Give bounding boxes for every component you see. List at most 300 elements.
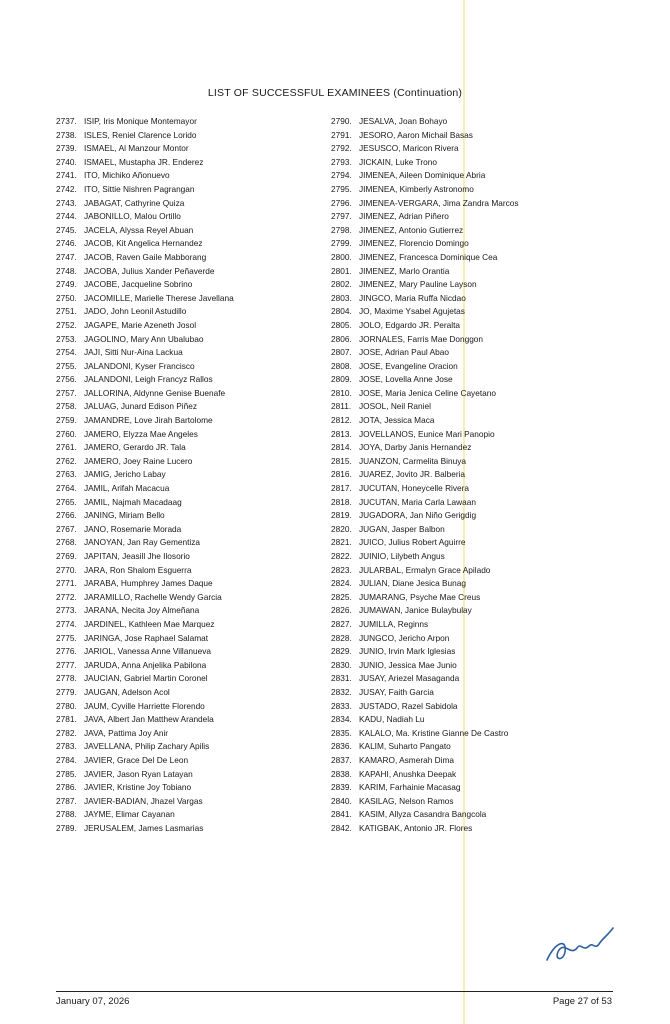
examinee-row xyxy=(56,618,234,632)
examinee-name: JACELA, Alyssa Reyel Abuan xyxy=(84,224,194,235)
examinee-name: KAPAHI, Anushka Deepak xyxy=(359,768,457,779)
examinee-name: JESUSCO, Maricon Rivera xyxy=(359,143,459,154)
examinee-number: 2782. xyxy=(56,727,77,738)
examinee-number: 2805. xyxy=(331,319,352,330)
examinee-name: JALANDONI, Leigh Francyz Rallos xyxy=(84,374,213,385)
footer-page-number: Page 27 of 53 xyxy=(552,996,612,1007)
examinee-number: 2831. xyxy=(331,673,352,684)
examinee-number: 2815. xyxy=(331,455,352,466)
examinee-row xyxy=(56,265,234,279)
examinee-row xyxy=(331,292,519,306)
examinee-row xyxy=(56,292,234,306)
examinee-number: 2810. xyxy=(331,387,352,398)
examinee-number: 2739. xyxy=(56,143,77,154)
examinee-number: 2786. xyxy=(56,782,77,793)
examinee-row xyxy=(331,754,519,768)
examinee-number: 2819. xyxy=(331,510,352,521)
examinee-number: 2833. xyxy=(331,700,352,711)
examinee-name: JARDINEL, Kathleen Mae Marquez xyxy=(84,618,215,629)
examinee-row xyxy=(331,468,519,482)
examinee-number: 2788. xyxy=(56,809,77,820)
examinee-name: JUICO, Julius Robert Aguirre xyxy=(359,537,466,548)
examinee-row xyxy=(331,618,519,632)
examinee-number: 2746. xyxy=(56,238,77,249)
examinee-number: 2765. xyxy=(56,496,77,507)
examinee-row xyxy=(56,536,234,550)
examinee-name: JANO, Rosemarie Morada xyxy=(84,523,182,534)
examinee-number: 2747. xyxy=(56,251,77,262)
examinee-number: 2783. xyxy=(56,741,77,752)
examinee-number: 2755. xyxy=(56,360,77,371)
examinee-name: JIMENEZ, Antonio Gutierrez xyxy=(359,224,464,235)
examinee-name: JALANDONI, Kyser Francisco xyxy=(84,360,195,371)
examinee-number: 2752. xyxy=(56,319,77,330)
examinee-row xyxy=(331,550,519,564)
examinee-number: 2811. xyxy=(331,401,352,412)
examinee-number: 2832. xyxy=(331,686,352,697)
examinee-number: 2751. xyxy=(56,306,77,317)
examinee-name: ISIP, Iris Monique Montemayor xyxy=(84,116,197,126)
examinee-number: 2779. xyxy=(56,686,77,697)
examinee-name: JESORO, Aaron Michail Basas xyxy=(359,129,473,140)
examinee-number: 2797. xyxy=(331,211,352,222)
examinee-list-right xyxy=(331,115,519,835)
examinee-row xyxy=(56,577,234,591)
examinee-row xyxy=(56,781,234,795)
examinee-number: 2840. xyxy=(331,795,352,806)
examinee-name: JUMAWAN, Janice Bulaybulay xyxy=(359,605,472,616)
examinee-row xyxy=(56,795,234,809)
examinee-name: KATIGBAK, Antonio JR. Flores xyxy=(359,822,473,833)
examinee-number: 2770. xyxy=(56,564,77,575)
examinee-row xyxy=(56,156,234,170)
examinee-name: JULARBAL, Ermalyn Grace Apilado xyxy=(359,564,491,575)
examinee-number: 2792. xyxy=(331,143,352,154)
examinee-row xyxy=(331,183,519,197)
examinee-row xyxy=(56,428,234,442)
examinee-name: JIMENEZ, Adrian Piñero xyxy=(359,211,449,222)
examinee-number: 2803. xyxy=(331,292,352,303)
examinee-number: 2743. xyxy=(56,197,77,208)
examinee-name: JAMIG, Jericho Labay xyxy=(84,469,166,480)
examinee-name: JAMIL, Arifah Macacua xyxy=(84,483,170,494)
examinee-number: 2816. xyxy=(331,469,352,480)
examinee-number: 2759. xyxy=(56,415,77,426)
examinee-name: JAVIER, Jason Ryan Latayan xyxy=(84,768,193,779)
examinee-row xyxy=(331,795,519,809)
examinee-number: 2763. xyxy=(56,469,77,480)
examinee-number: 2772. xyxy=(56,591,77,602)
examinee-row xyxy=(331,523,519,537)
examinee-row xyxy=(331,169,519,183)
examinee-row xyxy=(56,754,234,768)
examinee-row xyxy=(56,210,234,224)
examinee-number: 2808. xyxy=(331,360,352,371)
examinee-name: JOSOL, Neil Raniel xyxy=(359,401,431,412)
examinee-name: KADU, Nadiah Lu xyxy=(359,714,425,725)
examinee-row xyxy=(331,251,519,265)
examinee-row xyxy=(56,509,234,523)
examinee-name: JAVIER, Kristine Joy Tobiano xyxy=(84,782,192,793)
examinee-name: JABONILLO, Malou Ortillo xyxy=(84,211,181,222)
examinee-name: JAMERO, Joey Raine Lucero xyxy=(84,455,193,466)
examinee-number: 2813. xyxy=(331,428,352,439)
examinee-name: JUSAY, Ariezel Masaganda xyxy=(359,673,460,684)
examinee-row xyxy=(331,305,519,319)
examinee-number: 2818. xyxy=(331,496,352,507)
examinee-row xyxy=(331,591,519,605)
examinee-row xyxy=(331,265,519,279)
examinee-name: JAVIER-BADIAN, Jhazel Vargas xyxy=(84,795,203,806)
examinee-name: ISMAEL, Al Manzour Montor xyxy=(84,143,189,154)
examinee-name: JOTA, Jessica Maca xyxy=(359,415,435,426)
examinee-row xyxy=(331,400,519,414)
examinee-row xyxy=(331,237,519,251)
examinee-number: 2800. xyxy=(331,251,352,262)
examinee-name: JACOMILLE, Marielle Therese Javellana xyxy=(84,292,234,303)
examinee-row xyxy=(56,591,234,605)
examinee-name: JUCUTAN, Maria Carla Lawaan xyxy=(359,496,476,507)
examinee-name: JUNGCO, Jericho Arpon xyxy=(359,632,450,643)
examinee-name: JUSTADO, Razel Sabidola xyxy=(359,700,458,711)
examinee-name: JOSE, Lovella Anne Jose xyxy=(359,374,453,385)
examinee-name: JARANA, Necita Joy Almeñana xyxy=(84,605,200,616)
examinee-number: 2737. xyxy=(56,116,77,126)
examinee-row xyxy=(331,509,519,523)
examinee-name: JIMENEZ, Florencio Domingo xyxy=(359,238,469,249)
examinee-name: JALUAG, Junard Edison Piñez xyxy=(84,401,197,412)
examinee-name: JANING, Miriam Bello xyxy=(84,510,165,521)
examinee-name: JESALVA, Joan Bohayo xyxy=(359,116,448,126)
examinee-number: 2787. xyxy=(56,795,77,806)
examinee-row xyxy=(56,142,234,156)
examinee-number: 2777. xyxy=(56,659,77,670)
examinee-name: JERUSALEM, James Lasmarias xyxy=(84,822,204,833)
examinee-name: JUGADORA, Jan Niño Gerigdig xyxy=(359,510,477,521)
examinee-row xyxy=(56,373,234,387)
examinee-number: 2827. xyxy=(331,618,352,629)
examinee-name: JAJI, Sitti Nur-Aina Lackua xyxy=(84,347,183,358)
examinee-number: 2762. xyxy=(56,455,77,466)
examinee-row xyxy=(56,224,234,238)
examinee-name: JUCUTAN, Honeycelle Rivera xyxy=(359,483,470,494)
examinee-row xyxy=(56,768,234,782)
examinee-row xyxy=(56,400,234,414)
examinee-number: 2750. xyxy=(56,292,77,303)
examinee-name: JOLO, Edgardo JR. Peralta xyxy=(359,319,460,330)
examinee-row xyxy=(331,224,519,238)
examinee-name: JAVIER, Grace Del De Leon xyxy=(84,754,189,765)
examinee-number: 2791. xyxy=(331,129,352,140)
examinee-name: JACOB, Raven Gaile Mabborang xyxy=(84,251,207,262)
examinee-row xyxy=(331,496,519,510)
examinee-row xyxy=(331,672,519,686)
examinee-row xyxy=(56,319,234,333)
examinee-name: JUMARANG, Psyche Mae Creus xyxy=(359,591,481,602)
examinee-name: JAUGAN, Adelson Acol xyxy=(84,686,170,697)
examinee-number: 2781. xyxy=(56,714,77,725)
examinee-row xyxy=(331,197,519,211)
examinee-name: JUANZON, Carmelita Binuya xyxy=(359,455,466,466)
examinee-number: 2795. xyxy=(331,183,352,194)
examinee-name: JALLORINA, Aldynne Genise Buenafe xyxy=(84,387,226,398)
examinee-name: JIMENEZ, Francesca Dominique Cea xyxy=(359,251,498,262)
examinee-row xyxy=(56,169,234,183)
examinee-name: JAMERO, Gerardo JR. Tala xyxy=(84,442,186,453)
examinee-row xyxy=(56,822,234,836)
examinee-number: 2826. xyxy=(331,605,352,616)
examinee-name: JUSAY, Faith Garcia xyxy=(359,686,434,697)
examinee-number: 2842. xyxy=(331,822,352,833)
examinee-number: 2774. xyxy=(56,618,77,629)
examinee-name: JARA, Ron Shalom Esguerra xyxy=(84,564,192,575)
examinee-row xyxy=(331,482,519,496)
examinee-row xyxy=(331,564,519,578)
examinee-row xyxy=(56,659,234,673)
examinee-number: 2825. xyxy=(331,591,352,602)
examinee-number: 2804. xyxy=(331,306,352,317)
examinee-name: JIMENEZ, Mary Pauline Layson xyxy=(359,279,477,290)
examinee-row xyxy=(331,604,519,618)
examinee-name: KARIM, Farhainie Macasag xyxy=(359,782,461,793)
examinee-number: 2809. xyxy=(331,374,352,385)
examinee-number: 2794. xyxy=(331,170,352,181)
examinee-row xyxy=(56,237,234,251)
examinee-row xyxy=(331,577,519,591)
examinee-number: 2738. xyxy=(56,129,77,140)
examinee-row xyxy=(56,455,234,469)
examinee-row xyxy=(56,305,234,319)
examinee-number: 2821. xyxy=(331,537,352,548)
examinee-row xyxy=(331,781,519,795)
examinee-name: JINGCO, Maria Ruffa Nicdao xyxy=(359,292,466,303)
examinee-row xyxy=(331,645,519,659)
examinee-name: JUINIO, Lilybeth Angus xyxy=(359,551,445,561)
examinee-row xyxy=(56,183,234,197)
examinee-row xyxy=(56,360,234,374)
footer-divider xyxy=(56,991,613,992)
examinee-number: 2744. xyxy=(56,211,77,222)
examinee-number: 2823. xyxy=(331,564,352,575)
examinee-name: JO, Maxime Ysabel Agujetas xyxy=(359,306,465,317)
examinee-name: JAUCIAN, Gabriel Martin Coronel xyxy=(84,673,208,684)
examinee-number: 2754. xyxy=(56,347,77,358)
examinee-row xyxy=(331,455,519,469)
examinee-number: 2758. xyxy=(56,401,77,412)
examinee-name: JARABA, Humphrey James Daque xyxy=(84,578,213,589)
examinee-number: 2740. xyxy=(56,156,77,167)
examinee-list-left xyxy=(56,115,234,835)
examinee-row xyxy=(56,686,234,700)
examinee-row xyxy=(331,360,519,374)
examinee-number: 2776. xyxy=(56,646,77,657)
examinee-name: JAPITAN, Jeasill Jhe Ilosorio xyxy=(84,551,190,561)
examinee-name: JIMENEZ, Marlo Orantia xyxy=(359,265,450,276)
examinee-number: 2839. xyxy=(331,782,352,793)
examinee-name: JAYME, Elimar Cayanan xyxy=(84,809,175,820)
examinee-name: JACOBA, Julius Xander Peñaverde xyxy=(84,265,215,276)
examinee-number: 2789. xyxy=(56,822,77,833)
examinee-row xyxy=(331,156,519,170)
examinee-row xyxy=(56,672,234,686)
examinee-name: JORNALES, Farris Mae Donggon xyxy=(359,333,484,344)
examinee-row xyxy=(56,727,234,741)
examinee-name: JULIAN, Diane Jesica Bunag xyxy=(359,578,466,589)
examinee-number: 2756. xyxy=(56,374,77,385)
examinee-name: JARIOL, Vanessa Anne Villanueva xyxy=(84,646,211,657)
examinee-name: JOYA, Darby Janis Hernandez xyxy=(359,442,472,453)
examinee-row xyxy=(331,346,519,360)
examinee-number: 2824. xyxy=(331,578,352,589)
examinee-number: 2767. xyxy=(56,523,77,534)
examinee-row xyxy=(331,414,519,428)
examinee-row xyxy=(56,604,234,618)
examinee-name: JAMANDRE, Love Jirah Bartolome xyxy=(84,415,213,426)
examinee-row xyxy=(331,129,519,143)
examinee-name: JOSE, Evangeline Oracion xyxy=(359,360,458,371)
examinee-name: JAMIL, Najmah Macadaag xyxy=(84,496,182,507)
examinee-row xyxy=(56,482,234,496)
examinee-row xyxy=(56,115,234,129)
examinee-number: 2766. xyxy=(56,510,77,521)
examinee-name: ITO, Michiko Añonuevo xyxy=(84,170,170,181)
examinee-name: JUMILLA, Reginns xyxy=(359,618,429,629)
examinee-name: KALALO, Ma. Kristine Gianne De Castro xyxy=(359,727,509,738)
examinee-number: 2780. xyxy=(56,700,77,711)
examinee-name: JUAREZ, Jovito JR. Balberia xyxy=(359,469,466,480)
examinee-row xyxy=(56,441,234,455)
examinee-row xyxy=(331,727,519,741)
examinee-number: 2745. xyxy=(56,224,77,235)
examinee-name: JIMENEA-VERGARA, Jima Zandra Marcos xyxy=(359,197,519,208)
examinee-name: JICKAIN, Luke Trono xyxy=(359,156,437,167)
examinee-name: JAVA, Pattima Joy Anir xyxy=(84,727,169,738)
examinee-row xyxy=(331,686,519,700)
examinee-number: 2785. xyxy=(56,768,77,779)
examinee-row xyxy=(56,645,234,659)
examinee-row xyxy=(331,210,519,224)
page-title: LIST OF SUCCESSFUL EXAMINEES (Continuation) xyxy=(207,87,463,99)
examinee-number: 2841. xyxy=(331,809,352,820)
examinee-row xyxy=(56,496,234,510)
examinee-number: 2764. xyxy=(56,483,77,494)
examinee-name: JOSE, Adrian Paul Abao xyxy=(359,347,449,358)
examinee-name: KASIM, Allyza Casandra Bangcola xyxy=(359,809,487,820)
examinee-name: JUNIO, Jessica Mae Junio xyxy=(359,659,457,670)
examinee-number: 2838. xyxy=(331,768,352,779)
examinee-name: JADO, John Leonil Astudillo xyxy=(84,306,187,317)
examinee-number: 2822. xyxy=(331,551,352,561)
examinee-name: JAVELLANA, Philip Zachary Apilis xyxy=(84,741,210,752)
footer-date: January 07, 2026 xyxy=(56,996,130,1007)
examinee-number: 2828. xyxy=(331,632,352,643)
examinee-row xyxy=(331,713,519,727)
examinee-row xyxy=(56,414,234,428)
examinee-name: JUNIO, Irvin Mark Iglesias xyxy=(359,646,456,657)
examinee-row xyxy=(56,278,234,292)
examinee-name: JIMENEA, Aileen Dominique Abria xyxy=(359,170,486,181)
examinee-row xyxy=(331,319,519,333)
examinee-name: ITO, Sittie Nishren Pagrangan xyxy=(84,183,195,194)
examinee-row xyxy=(331,632,519,646)
examinee-row xyxy=(56,251,234,265)
examinee-name: JAGOLINO, Mary Ann Ubalubao xyxy=(84,333,204,344)
examinee-number: 2829. xyxy=(331,646,352,657)
examinee-row xyxy=(56,713,234,727)
examinee-number: 2748. xyxy=(56,265,77,276)
examinee-name: JACOBE, Jacqueline Sobrino xyxy=(84,279,193,290)
examinee-number: 2775. xyxy=(56,632,77,643)
examinee-number: 2768. xyxy=(56,537,77,548)
examinee-row xyxy=(331,740,519,754)
examinee-row xyxy=(56,333,234,347)
examinee-name: JABAGAT, Cathyrine Quiza xyxy=(84,197,185,208)
examinee-number: 2769. xyxy=(56,551,77,561)
examinee-row xyxy=(56,808,234,822)
examinee-row xyxy=(331,536,519,550)
examinee-row xyxy=(56,387,234,401)
signature-icon xyxy=(541,918,621,968)
examinee-number: 2742. xyxy=(56,183,77,194)
examinee-number: 2760. xyxy=(56,428,77,439)
examinee-number: 2807. xyxy=(331,347,352,358)
examinee-row xyxy=(331,441,519,455)
examinee-number: 2802. xyxy=(331,279,352,290)
examinee-number: 2793. xyxy=(331,156,352,167)
examinee-row xyxy=(331,428,519,442)
examinee-number: 2834. xyxy=(331,714,352,725)
examinee-name: KASILAG, Nelson Ramos xyxy=(359,795,454,806)
examinee-number: 2741. xyxy=(56,170,77,181)
examinee-name: JARAMILLO, Rachelle Wendy Garcia xyxy=(84,591,222,602)
examinee-number: 2820. xyxy=(331,523,352,534)
examinee-row xyxy=(331,659,519,673)
examinee-row xyxy=(56,346,234,360)
examinee-number: 2812. xyxy=(331,415,352,426)
examinee-number: 2837. xyxy=(331,754,352,765)
examinee-row xyxy=(331,142,519,156)
examinee-number: 2771. xyxy=(56,578,77,589)
examinee-name: JANOYAN, Jan Ray Gementiza xyxy=(84,537,201,548)
examinee-name: JIMENEA, Kimberly Astronomo xyxy=(359,183,474,194)
examinee-number: 2836. xyxy=(331,741,352,752)
examinee-number: 2835. xyxy=(331,727,352,738)
examinee-name: JAMERO, Elyzza Mae Angeles xyxy=(84,428,198,439)
examinee-row xyxy=(331,808,519,822)
examinee-name: JACOB, Kit Angelica Hernandez xyxy=(84,238,203,249)
examinee-number: 2801. xyxy=(331,265,352,276)
examinee-number: 2761. xyxy=(56,442,77,453)
examinee-row xyxy=(56,468,234,482)
examinee-name: JARUDA, Anna Anjelika Pabilona xyxy=(84,659,207,670)
examinee-row xyxy=(56,564,234,578)
examinee-name: JUGAN, Jasper Balbon xyxy=(359,523,445,534)
examinee-row xyxy=(331,822,519,836)
examinee-number: 2753. xyxy=(56,333,77,344)
examinee-number: 2778. xyxy=(56,673,77,684)
examinee-number: 2830. xyxy=(331,659,352,670)
examinee-row xyxy=(331,387,519,401)
examinee-number: 2814. xyxy=(331,442,352,453)
examinee-name: ISMAEL, Mustapha JR. Enderez xyxy=(84,156,204,167)
examinee-row xyxy=(56,632,234,646)
examinee-row xyxy=(56,523,234,537)
examinee-name: JOSE, Maria Jenica Celine Cayetano xyxy=(359,387,496,398)
examinee-name: ISLES, Reniel Clarence Lorido xyxy=(84,129,197,140)
examinee-number: 2757. xyxy=(56,387,77,398)
examinee-number: 2796. xyxy=(331,197,352,208)
examinee-number: 2773. xyxy=(56,605,77,616)
